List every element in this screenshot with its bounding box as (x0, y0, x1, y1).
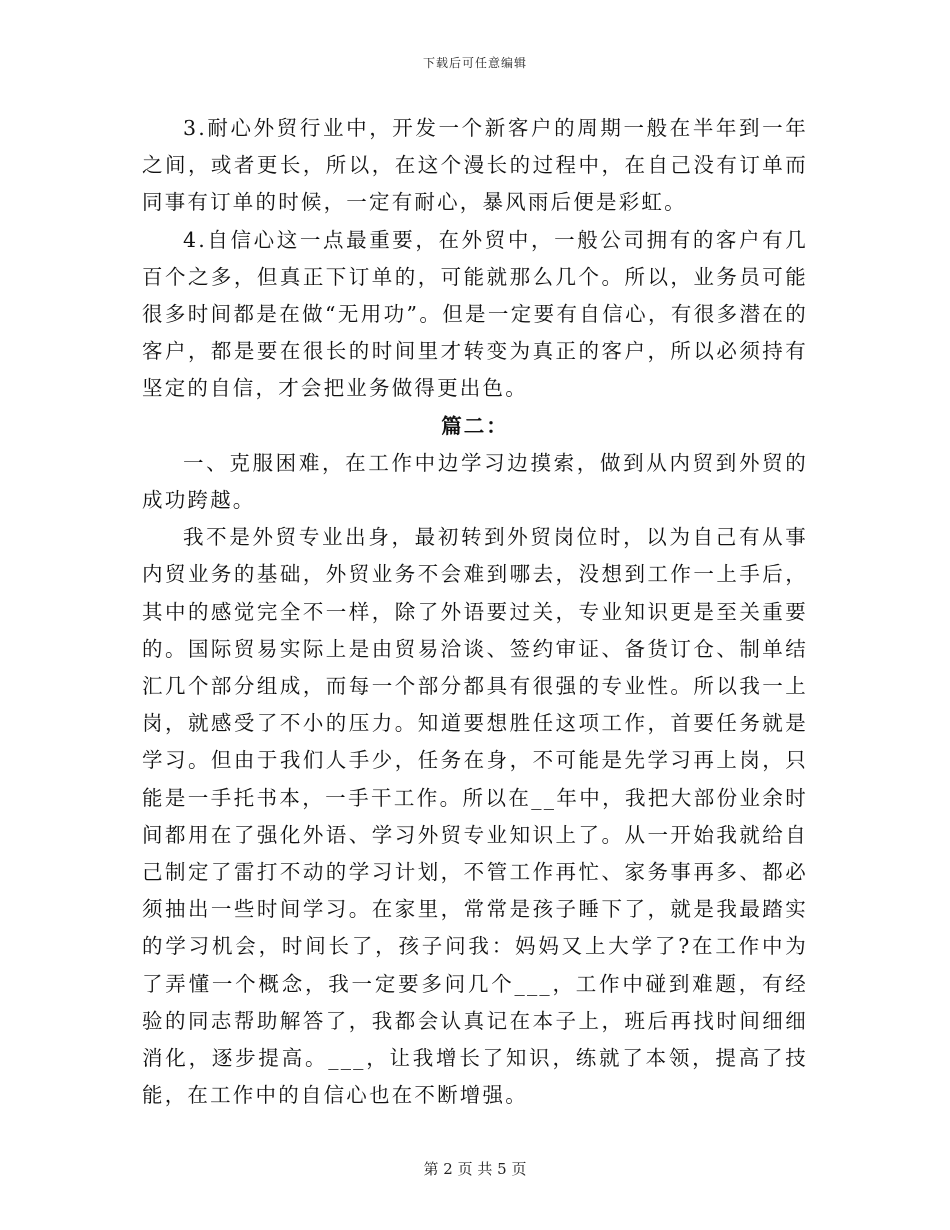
paragraph-patience: 3.耐心外贸行业中，开发一个新客户的周期一般在半年到一年之间，或者更长，所以，在这个漫长的过程中，在自己没有订单而同事有订单的时候，一定有耐心，暴风雨后便是彩虹。 (142, 116, 808, 215)
section-title: 篇二： (441, 413, 509, 438)
paragraph-heading-overcome: 一、克服困难，在工作中边学习边摸索，做到从内贸到外贸的成功跨越。 (142, 450, 808, 513)
page-footer: 第 2 页 共 5 页 (423, 1160, 527, 1178)
page-header: 下载后可任意编辑 (422, 56, 527, 70)
paragraph-confidence: 4.自信心这一点最重要，在外贸中，一般公司拥有的客户有几百个之多，但真正下订单的，可能就那么几个。所以，业务员可能很多时间都是在做“无用功”。但是一定要有自信心，有很多潜在的客户，都是要在很长的时间里才转变为真正的客户，所以必须持有坚定的自信，才会把业务做得更出色。 (142, 227, 808, 401)
paragraph-learning: 我不是外贸专业出身，最初转到外贸岗位时，以为自己有从事内贸业务的基础，外贸业务不会难到哪去，没想到工作一上手后，其中的感觉完全不一样，除了外语要过关，专业知识更是至关重要的。国际贸易实际上是由贸易洽谈、签约审证、备货订仓、制单结汇几个部分组成，而每一个部分都具有很强的专业性。所以我一上岗，就感受了不小的压力。知道要想胜任这项工作，首要任务就是学习。但由于我们人手少，任务在身，不可能是先学习再上岗，只能是一手托书本，一手干工作。所以在__年中，我把大部份业余时间都用在了强化外语、学习外贸专业知识上了。从一开始我就给自己制定了雷打不动的学习计划，不管工作再忙、家务事再多、都必须抽出一些时间学习。在家里，常常是孩子睡下了，就是我最踏实的学习机会，时间长了，孩子问我：妈妈又上大学了?在工作中为了弄懂一个概念，我一定要多问几个___，工作中碰到难题，有经验的同志帮助解答了，我都会认真记在本子上，班后再找时间细细消化，逐步提高。___，让我增长了知识，练就了本领，提高了技能，在工作中的自信心也在不断增强。 (142, 525, 808, 1108)
document-body (142, 110, 808, 1114)
